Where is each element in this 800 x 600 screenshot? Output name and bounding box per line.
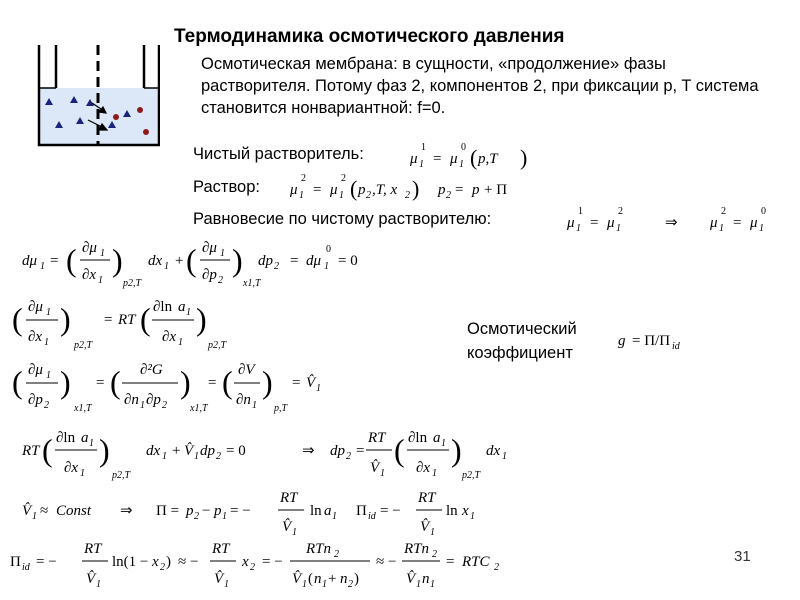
svg-text:,T, x: ,T, x	[372, 182, 398, 198]
svg-text:1: 1	[616, 223, 621, 234]
svg-text:2: 2	[432, 549, 437, 560]
svg-text:2: 2	[160, 562, 165, 573]
svg-text:2: 2	[494, 562, 499, 573]
formula-equilibrium	[566, 206, 766, 234]
svg-text:∂μ: ∂μ	[28, 362, 43, 378]
svg-text:n: n	[314, 571, 322, 587]
svg-text:): )	[196, 301, 207, 337]
svg-text:p: p	[472, 182, 480, 198]
svg-text:∂²G: ∂²G	[140, 362, 163, 378]
svg-text:1: 1	[44, 337, 49, 348]
svg-text:=: =	[104, 312, 113, 328]
svg-text:): )	[262, 364, 273, 400]
svg-text:∂ln: ∂ln	[56, 430, 76, 446]
svg-text:1: 1	[719, 223, 724, 234]
svg-text:): )	[180, 364, 191, 400]
svg-text:2: 2	[348, 579, 353, 590]
svg-text:p2,T: p2,T	[462, 470, 481, 481]
svg-text:1: 1	[299, 190, 304, 201]
svg-text:2: 2	[216, 451, 221, 462]
svg-text:dx: dx	[146, 443, 161, 459]
svg-text:V̂: V̂	[406, 571, 416, 587]
svg-text:g: g	[618, 333, 626, 349]
svg-text:x1,T: x1,T	[74, 403, 92, 414]
svg-text:1: 1	[222, 511, 227, 522]
svg-text:1: 1	[96, 579, 101, 590]
svg-text:(: (	[186, 242, 197, 278]
svg-text:ln: ln	[446, 503, 458, 519]
svg-text:2: 2	[250, 562, 255, 573]
svg-text:μ: μ	[410, 151, 418, 167]
svg-text:−: −	[202, 503, 211, 519]
svg-text:a: a	[433, 430, 441, 446]
svg-text:μ: μ	[710, 215, 718, 231]
svg-text:≈ −: ≈ −	[376, 554, 397, 570]
svg-text:2: 2	[618, 206, 623, 217]
svg-text:p2,T: p2,T	[74, 340, 93, 351]
svg-text:RT: RT	[118, 312, 136, 328]
svg-text:=: =	[733, 215, 742, 231]
svg-text:V̂: V̂	[306, 375, 316, 391]
circle-mark	[143, 129, 149, 135]
svg-text:p: p	[214, 503, 222, 519]
svg-text:p: p	[358, 182, 366, 198]
svg-text:): )	[60, 301, 71, 337]
svg-text:= −: = −	[380, 503, 401, 519]
svg-text:Const: Const	[56, 503, 92, 519]
svg-text:∂x: ∂x	[82, 267, 97, 283]
svg-text:(: (	[12, 364, 23, 400]
svg-text:V̂: V̂	[282, 519, 292, 535]
svg-text:ln(1 −: ln(1 −	[112, 554, 149, 570]
svg-text:μ: μ	[750, 215, 758, 231]
svg-text:μ: μ	[290, 182, 298, 198]
svg-text:⇒: ⇒	[120, 503, 133, 519]
svg-text:n: n	[340, 571, 348, 587]
svg-text:∂x: ∂x	[416, 460, 431, 476]
svg-text:=: =	[590, 215, 599, 231]
svg-text:=: =	[290, 253, 299, 269]
svg-text:1: 1	[380, 468, 385, 479]
formula-eq6	[10, 541, 499, 590]
svg-text:Π =: Π =	[156, 503, 180, 519]
svg-text:1: 1	[576, 223, 581, 234]
svg-text:= 0: = 0	[226, 443, 246, 459]
svg-text:1: 1	[186, 307, 191, 318]
svg-text:1: 1	[339, 190, 344, 201]
svg-text:(: (	[42, 432, 53, 468]
svg-text:1: 1	[430, 527, 435, 538]
svg-text:μ: μ	[450, 151, 458, 167]
formula-eq1	[22, 240, 358, 289]
svg-text:p: p	[438, 182, 446, 198]
svg-text:RTC: RTC	[462, 554, 490, 570]
svg-text:dp: dp	[258, 253, 273, 269]
svg-text:1: 1	[502, 451, 507, 462]
svg-text:p2,T: p2,T	[208, 340, 227, 351]
svg-text:1: 1	[459, 159, 464, 170]
svg-text:V̂: V̂	[214, 571, 224, 587]
svg-text:∂p: ∂p	[146, 392, 161, 408]
svg-text:a: a	[81, 430, 89, 446]
osmotic-coef-label-line1: Осмотический	[467, 320, 577, 338]
svg-text:RT: RT	[368, 430, 386, 446]
svg-text:⇒: ⇒	[665, 215, 678, 231]
svg-text:V̂: V̂	[292, 571, 302, 587]
svg-text:V̂: V̂	[370, 460, 380, 476]
svg-text:= −: = −	[356, 443, 377, 459]
svg-text:(: (	[66, 242, 77, 278]
svg-text:0: 0	[761, 206, 766, 217]
svg-text:= −: = −	[230, 503, 251, 519]
svg-text:dx: dx	[148, 253, 163, 269]
formula-solution	[289, 173, 507, 201]
svg-text:1: 1	[98, 275, 103, 286]
osmosis-vessel-diagram	[0, 0, 160, 160]
svg-text:p,T: p,T	[274, 403, 288, 414]
svg-text:dx: dx	[486, 443, 501, 459]
svg-text:id: id	[22, 562, 30, 573]
svg-text:1: 1	[89, 438, 94, 449]
svg-text:1: 1	[46, 370, 51, 381]
svg-text:0: 0	[461, 142, 466, 153]
svg-text:id: id	[368, 511, 376, 522]
svg-text:): )	[412, 176, 420, 201]
svg-text:dμ: dμ	[22, 253, 38, 269]
svg-text:1: 1	[421, 142, 426, 153]
svg-text:1: 1	[220, 248, 225, 259]
svg-text:∂p: ∂p	[202, 267, 217, 283]
svg-text:p2,T: p2,T	[123, 278, 142, 289]
svg-text:1: 1	[332, 511, 337, 522]
svg-text:∂V: ∂V	[238, 362, 255, 378]
svg-text:∂μ: ∂μ	[28, 299, 43, 315]
svg-text:2: 2	[274, 261, 279, 272]
svg-text:x: x	[152, 554, 159, 570]
svg-text:V̂: V̂	[420, 519, 430, 535]
svg-text:+: +	[328, 571, 337, 587]
svg-text:2: 2	[44, 400, 49, 411]
svg-text:dp: dp	[200, 443, 215, 459]
svg-text:=: =	[433, 151, 442, 167]
svg-text:1: 1	[316, 383, 321, 394]
equilibrium-label: Равновесие по чистому растворителю:	[193, 210, 492, 228]
svg-text:=: =	[446, 554, 455, 570]
svg-text:2: 2	[341, 173, 346, 184]
svg-text:p: p	[186, 503, 194, 519]
svg-text:): )	[166, 554, 171, 570]
svg-text:2: 2	[334, 549, 339, 560]
page-number: 31	[734, 548, 751, 565]
svg-text:V̂: V̂	[184, 443, 194, 459]
formula-pure-solvent	[409, 142, 527, 170]
solution-label: Раствор:	[193, 178, 260, 196]
svg-text:x: x	[462, 503, 469, 519]
svg-text:2: 2	[721, 206, 726, 217]
svg-text:2: 2	[405, 190, 410, 201]
svg-text:(: (	[222, 364, 233, 400]
svg-text:): )	[112, 242, 123, 278]
svg-text:1: 1	[322, 579, 327, 590]
svg-text:= 0: = 0	[338, 253, 358, 269]
svg-text:n: n	[422, 571, 430, 587]
circle-mark	[113, 114, 119, 120]
formula-eq3	[12, 362, 321, 414]
svg-text:2: 2	[346, 451, 351, 462]
svg-text:1: 1	[302, 579, 307, 590]
svg-text:≈ −: ≈ −	[178, 554, 199, 570]
svg-text:p2,T: p2,T	[112, 470, 131, 481]
svg-text:μ: μ	[607, 215, 615, 231]
svg-text:1: 1	[419, 159, 424, 170]
svg-text:RT: RT	[22, 443, 40, 459]
svg-text:= −: = −	[262, 554, 283, 570]
svg-text:): )	[520, 145, 528, 170]
svg-text:∂μ: ∂μ	[202, 240, 217, 256]
svg-text:x1,T: x1,T	[243, 278, 261, 289]
svg-text:≈: ≈	[40, 503, 49, 519]
svg-text:(: (	[470, 145, 478, 170]
svg-text:1: 1	[194, 451, 199, 462]
svg-text:μ: μ	[567, 215, 575, 231]
svg-text:V̂: V̂	[22, 503, 32, 519]
svg-text:): )	[354, 571, 359, 587]
svg-text:id: id	[672, 341, 680, 352]
svg-text:μ: μ	[330, 182, 338, 198]
svg-text:1: 1	[759, 223, 764, 234]
svg-text:=: =	[50, 253, 59, 269]
svg-text:): )	[232, 242, 243, 278]
svg-text:(: (	[12, 301, 23, 337]
svg-text:1: 1	[140, 400, 145, 411]
svg-text:1: 1	[470, 511, 475, 522]
svg-text:RTn: RTn	[404, 541, 430, 557]
pure-solvent-label: Чистый растворитель:	[193, 145, 364, 163]
svg-text:1: 1	[100, 248, 105, 259]
svg-text:1: 1	[80, 468, 85, 479]
svg-text:(: (	[350, 176, 358, 201]
svg-text:∂ln: ∂ln	[408, 430, 428, 446]
svg-text:+: +	[175, 253, 184, 269]
svg-text:1: 1	[224, 579, 229, 590]
svg-text:2: 2	[162, 400, 167, 411]
svg-text:1: 1	[178, 337, 183, 348]
svg-text:=: =	[96, 375, 105, 391]
svg-text:2: 2	[218, 275, 223, 286]
svg-text:∂ln: ∂ln	[153, 299, 173, 315]
svg-text:2: 2	[301, 173, 306, 184]
svg-text:∂n: ∂n	[124, 392, 139, 408]
svg-text:x1,T: x1,T	[190, 403, 208, 414]
svg-text:RT: RT	[84, 541, 102, 557]
svg-text:Π: Π	[356, 503, 367, 519]
svg-text:RT: RT	[418, 490, 436, 506]
svg-text:∂x: ∂x	[28, 329, 43, 345]
svg-text:RT: RT	[212, 541, 230, 557]
svg-text:p,T: p,T	[478, 151, 498, 167]
svg-text:1: 1	[40, 261, 45, 272]
formula-osmotic-coef	[618, 333, 681, 352]
svg-text:2: 2	[366, 190, 371, 201]
svg-text:(: (	[140, 301, 151, 337]
svg-text:dμ: dμ	[306, 253, 322, 269]
circle-mark	[137, 107, 143, 113]
svg-text:=: =	[313, 182, 322, 198]
intro-text: Осмотическая мембрана: в сущности, «продолжение» фазы растворителя. Потому фаз 2, компонентов 2, при фиксации p, T система становится нонвариантной: f=0.	[201, 55, 759, 117]
svg-text:(: (	[308, 571, 313, 587]
slide-title: Термодинамика осмотического давления	[174, 26, 565, 47]
svg-text:=: =	[292, 375, 301, 391]
svg-text:1: 1	[252, 400, 257, 411]
svg-text:dp: dp	[330, 443, 345, 459]
svg-text:(: (	[110, 364, 121, 400]
svg-text:∂x: ∂x	[162, 329, 177, 345]
svg-text:ln: ln	[310, 503, 322, 519]
svg-text:1: 1	[430, 579, 435, 590]
svg-text:0: 0	[326, 244, 331, 255]
svg-text:+: +	[172, 443, 181, 459]
svg-text:1: 1	[292, 527, 297, 538]
svg-text:1: 1	[441, 438, 446, 449]
svg-text:2: 2	[194, 511, 199, 522]
svg-text:(: (	[394, 432, 405, 468]
svg-text:= −: = −	[36, 554, 57, 570]
svg-text:= Π/Π: = Π/Π	[632, 333, 671, 349]
osmotic-coef-label-line2: коэффициент	[467, 344, 573, 362]
svg-text:a: a	[178, 299, 186, 315]
svg-text:+ Π: + Π	[484, 182, 508, 198]
svg-text:∂p: ∂p	[28, 392, 43, 408]
svg-text:RTn: RTn	[306, 541, 332, 557]
formula-eq2	[12, 299, 228, 351]
formula-eq5	[22, 490, 475, 538]
svg-text:a: a	[324, 503, 332, 519]
svg-text:1: 1	[32, 511, 37, 522]
svg-text:x: x	[242, 554, 249, 570]
svg-text:⇒: ⇒	[302, 443, 315, 459]
svg-text:): )	[451, 432, 462, 468]
svg-text:1: 1	[324, 261, 329, 272]
svg-text:=: =	[455, 182, 464, 198]
svg-text:2: 2	[446, 190, 451, 201]
svg-text:=: =	[208, 375, 217, 391]
svg-text:1: 1	[46, 307, 51, 318]
formula-eq4	[21, 430, 507, 481]
svg-text:∂n: ∂n	[236, 392, 251, 408]
svg-text:∂x: ∂x	[64, 460, 79, 476]
svg-text:1: 1	[578, 206, 583, 217]
svg-text:1: 1	[162, 451, 167, 462]
svg-text:V̂: V̂	[86, 571, 96, 587]
svg-text:∂μ: ∂μ	[82, 240, 97, 256]
svg-text:Π: Π	[10, 554, 21, 570]
svg-text:): )	[99, 432, 110, 468]
svg-text:): )	[60, 364, 71, 400]
svg-text:1: 1	[164, 261, 169, 272]
svg-text:1: 1	[416, 579, 421, 590]
svg-text:1: 1	[432, 468, 437, 479]
svg-text:RT: RT	[280, 490, 298, 506]
